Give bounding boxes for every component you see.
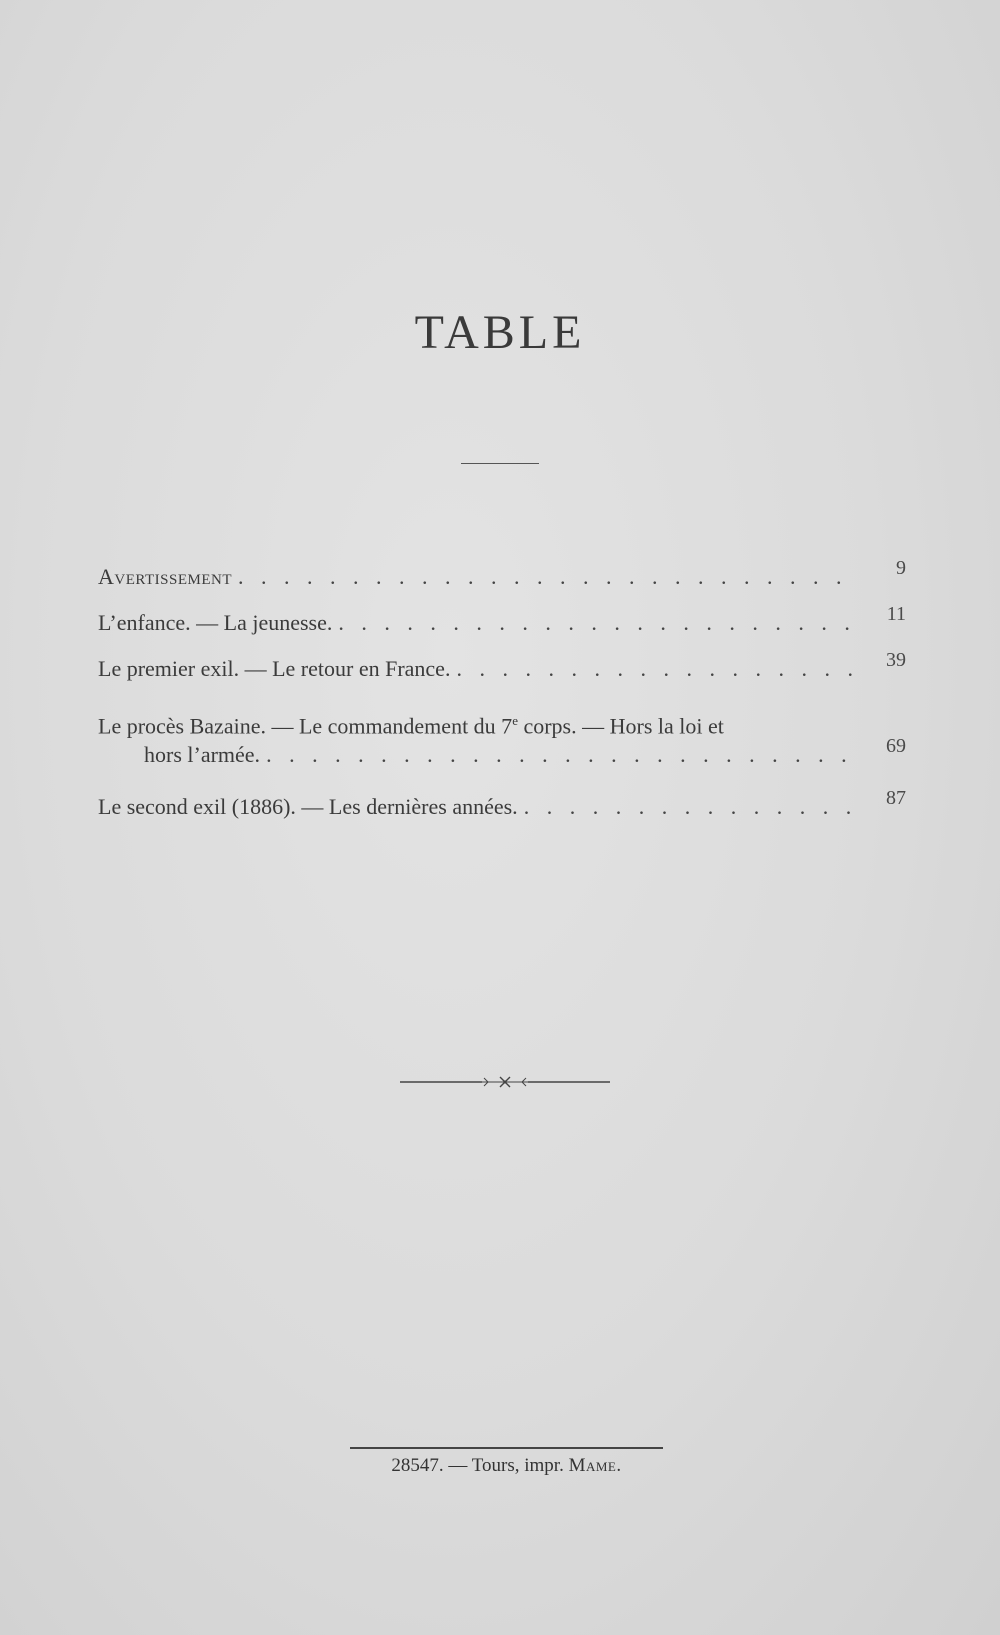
toc-entry-avertissement[interactable] — [98, 557, 906, 594]
dot-leader — [266, 738, 852, 772]
toc-entry-second-exil[interactable] — [98, 787, 906, 824]
toc-entry-enfance[interactable] — [98, 603, 906, 640]
imprint-number: 28547. — Tours, impr. — [391, 1455, 569, 1476]
toc-entry-page: 11 — [886, 603, 906, 625]
toc-entry-page: 9 — [896, 557, 906, 579]
dot-leader — [456, 652, 852, 686]
toc-entry-title: Le procès Bazaine. — Le commandement du 7e corps. — Hors la loi et — [98, 713, 724, 739]
dot-leader — [338, 606, 852, 640]
printer-imprint — [350, 1455, 663, 1477]
dot-leader — [238, 560, 852, 594]
toc-entry-page: 69 — [886, 735, 906, 757]
toc-entry-proces-bazaine[interactable] — [98, 704, 906, 772]
flourish-icon — [400, 1074, 610, 1090]
toc-entry-title-continued: hors l’armée. — [144, 742, 261, 767]
toc-entry-title: Le second exil (1886). — Les dernières années. — [98, 794, 518, 819]
toc-entry-premier-exil[interactable] — [98, 649, 906, 686]
ornamental-divider — [400, 1074, 610, 1090]
toc-entry-title: Le premier exil. — Le retour en France. — [98, 656, 451, 681]
imprint-printer: Mame. — [568, 1455, 622, 1476]
dot-leader — [524, 790, 852, 824]
toc-entry-page: 87 — [886, 787, 906, 809]
toc-entry-page: 39 — [886, 649, 906, 671]
title-divider — [461, 463, 539, 464]
page-title: TABLE — [414, 306, 586, 359]
toc-entry-title: L’enfance. — La jeunesse. — [98, 610, 333, 635]
toc-entry-title: Avertissement — [98, 564, 232, 589]
imprint-rule — [350, 1447, 663, 1449]
